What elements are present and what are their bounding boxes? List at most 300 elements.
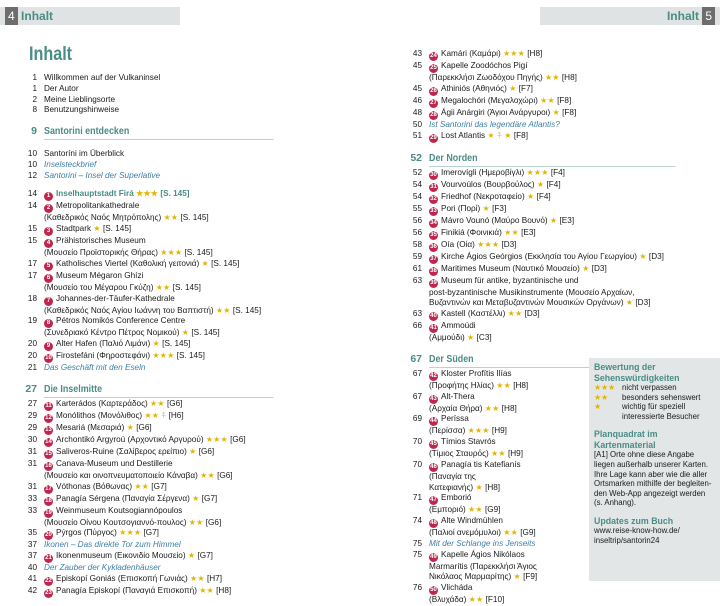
entry-text: 46 Panagía tis Katefianís xyxy=(430,459,521,470)
map-reference: [E3] xyxy=(559,215,575,225)
toc-entry[interactable] xyxy=(399,49,719,61)
sight-number-badge: 18 xyxy=(45,497,52,504)
page-number xyxy=(399,505,429,516)
page-number: 75 xyxy=(412,549,422,559)
entry-text: 5 Katholisches Viertel (Καθολική γειτονιά) ★ [S. 145] xyxy=(44,259,314,271)
section-heading xyxy=(14,382,314,398)
sight-number-badge: 14 xyxy=(45,438,52,445)
entry-text: Meine Lieblingsorte xyxy=(44,94,116,104)
page-number xyxy=(399,298,429,309)
toc-entry[interactable] xyxy=(14,171,314,182)
rating-stars: ★ xyxy=(524,191,537,201)
sight-number-badge: 42 xyxy=(430,372,437,379)
entry-text: (Καθεδρικός Ναός Μητρόπολης) ★★ [S. 145] xyxy=(44,213,209,223)
map-reference: [E3] xyxy=(521,227,536,237)
page-number xyxy=(14,328,44,339)
rating-stars: ★★ xyxy=(482,403,502,413)
map-reference: [H8] xyxy=(513,380,529,390)
toc-entry[interactable] xyxy=(399,204,719,216)
page-number: 10 xyxy=(27,159,37,169)
rating-stars: ★★★ xyxy=(157,248,185,257)
toc-entry[interactable] xyxy=(14,540,314,551)
legend-stars: ★★ xyxy=(594,392,608,402)
map-notes xyxy=(594,450,712,508)
page-number: 75 xyxy=(412,538,422,548)
entry-text: 19 Weinmuseum Koutsogiannópoulos xyxy=(45,505,183,516)
rating-stars: ★★★ xyxy=(500,49,528,58)
rating-stars: ★ xyxy=(623,298,636,308)
rating-stars: ★★ xyxy=(488,449,508,458)
entry-text: 9 Alter Hafen (Παλιό Λιμάνι) ★ [S. 145] xyxy=(44,339,314,351)
sight-number-badge: 41 xyxy=(430,325,437,331)
rating-stars: ★★★ xyxy=(133,189,161,199)
sight-number-badge: 1 xyxy=(44,192,53,201)
page-number: 33 xyxy=(27,505,37,515)
map-reference: [H8] xyxy=(485,482,501,492)
sight-number-badge: 17 xyxy=(45,485,52,492)
toc-entry[interactable] xyxy=(14,294,314,306)
entry-text: 13 Mesariá (Μεσαριά) ★ [G6] xyxy=(45,422,152,433)
toc-entry[interactable] xyxy=(14,201,314,213)
toc-entry[interactable] xyxy=(14,316,314,328)
page-number xyxy=(399,528,429,539)
entry-text: post-byzantinische Musikinstrumente (Μουσείο Αρχαίων, xyxy=(429,287,635,297)
entry-text: 21 Ikonenmuseum (Εικονιδίο Μουσείο) ★ [G7] xyxy=(45,551,213,561)
map-reference: [G7] xyxy=(201,493,218,503)
updates-url-2[interactable]: inseltrip/santorin24 xyxy=(594,536,660,546)
page-number: 17 xyxy=(27,270,37,280)
rating-stars: ★★ xyxy=(147,398,167,408)
map-note-text: Orte ohne diese Angabe xyxy=(610,450,695,460)
toc-entry[interactable] xyxy=(399,168,719,180)
toc-entry[interactable] xyxy=(399,61,719,73)
toc-entry[interactable] xyxy=(14,411,314,423)
rating-stars: ★ xyxy=(124,422,137,432)
page-number: 20 xyxy=(27,339,37,348)
toc-entry xyxy=(399,595,719,606)
header-tab-right xyxy=(540,7,720,25)
page-number: 56 xyxy=(412,227,422,237)
entry-text: 30 Imerovígli (Ημεροβίγλι) ★★★ [F4] xyxy=(430,167,565,178)
toc-entry[interactable] xyxy=(14,563,314,574)
toc-entry[interactable] xyxy=(399,96,719,108)
updates-url-1[interactable]: www.reise-know-how.de/ xyxy=(594,526,680,536)
toc-entry[interactable] xyxy=(14,528,314,540)
rating-stars: ★ xyxy=(186,446,199,456)
toc-entry[interactable] xyxy=(14,95,314,106)
entry-text: Mit der Schlange ins Jenseits xyxy=(429,538,536,548)
map-reference: [S. 145] xyxy=(211,258,240,268)
page-number: 14 xyxy=(27,189,37,199)
entry-text: Der Autor xyxy=(44,83,79,93)
rating-stars: ★ xyxy=(480,203,493,213)
map-reference: [G9] xyxy=(484,505,501,515)
map-reference: [G6] xyxy=(198,446,215,456)
toc-entry xyxy=(14,306,314,317)
map-note-line xyxy=(594,489,712,499)
sight-number-badge: 20 xyxy=(45,532,52,539)
toc-entry[interactable] xyxy=(14,160,314,171)
toc-entry[interactable] xyxy=(14,105,314,116)
sight-number-badge: 2 xyxy=(44,204,53,213)
toc-entry[interactable] xyxy=(14,551,314,563)
toc-entry[interactable] xyxy=(14,399,314,411)
toc-entry xyxy=(14,248,314,259)
rating-stars: ★★ xyxy=(197,470,218,480)
rating-stars: ★★★ xyxy=(524,167,551,177)
map-reference: [S. 145] xyxy=(162,339,191,348)
entry-text: Die Inselmitte xyxy=(44,382,274,398)
entry-text: Santorini entdecken xyxy=(44,124,274,140)
entry-text: Der Norden xyxy=(429,151,676,167)
entry-text: 14 Archontikó Argyroú (Αρχοντικό Αργυρού) ★★★ [G6] xyxy=(45,434,246,445)
entry-text: 18 Panagía Sérgena (Παναγία Σέργενα) ★ [G7] xyxy=(45,493,218,504)
entry-text: 8 Pétros Nomikós Conference Centre xyxy=(44,316,314,328)
toc-entry xyxy=(399,298,719,309)
page-number: 54 xyxy=(412,179,422,189)
toc-entry[interactable] xyxy=(399,192,719,204)
entry-text: (Περίσσα) ★★★ [H9] xyxy=(429,426,507,436)
page-number: 2 xyxy=(32,94,37,104)
page-number: 17 xyxy=(27,258,37,268)
page-number xyxy=(399,404,429,415)
sight-number-badge: 5 xyxy=(44,262,53,271)
entry-text: 16 Canava-Museum und Destillerie xyxy=(45,458,173,469)
toc-entry[interactable] xyxy=(14,435,314,447)
toc-entry xyxy=(399,288,719,299)
entry-text: (Αμμούδι) ★ [C3] xyxy=(429,333,492,342)
page-number: 29 xyxy=(27,410,37,420)
entry-text: (Παναγία της xyxy=(429,471,476,481)
page-number: 51 xyxy=(412,130,422,140)
map-reference: [H8] xyxy=(501,403,517,413)
rating-stars: ★★★ xyxy=(150,351,177,360)
spacer xyxy=(14,141,314,149)
entry-text: 43 Alt-Thera xyxy=(430,391,475,402)
page-number-left: 4 xyxy=(5,7,18,25)
spacer xyxy=(399,344,719,352)
map-reference: [S. 145] xyxy=(180,213,209,223)
rating-stars: ★ xyxy=(179,328,192,338)
entry-text: Der Süden xyxy=(429,352,676,368)
map-reference: [F10] xyxy=(485,595,505,604)
toc-entry[interactable] xyxy=(14,73,314,84)
map-reference: [F3] xyxy=(492,203,507,213)
toc-entry[interactable] xyxy=(14,84,314,95)
map-reference: [S. 145] xyxy=(102,224,132,233)
page-number: 54 xyxy=(412,191,422,201)
toc-entry[interactable] xyxy=(399,108,719,120)
map-note-line xyxy=(594,498,712,508)
page-number: 43 xyxy=(412,49,422,58)
entry-text: 29 Lost Atlantis ★ ⍏ ★ [F8] xyxy=(430,130,528,141)
toc-entry[interactable] xyxy=(14,447,314,459)
entry-text: 35 Finikiá (Φοινικιά) ★★ [E3] xyxy=(430,227,536,238)
sight-number-badge: 30 xyxy=(430,171,437,178)
page-number: 55 xyxy=(412,203,422,213)
page-number: 63 xyxy=(412,275,422,285)
entry-text: 28 Ágii Anárgiri (Άγιοι Ανάργυροι) ★ [F8] xyxy=(430,107,577,118)
legend-row xyxy=(594,412,712,422)
toc-entry[interactable] xyxy=(399,228,719,240)
rating-stars: ★★ xyxy=(465,505,485,515)
entry-text: (Τίμιος Σταυρός) ★★ [H9] xyxy=(429,449,524,458)
sight-number-badge: 6 xyxy=(44,274,53,283)
toc-entry xyxy=(14,213,314,224)
map-reference: [F4] xyxy=(546,179,561,189)
page-number xyxy=(399,426,429,437)
toc-entry[interactable] xyxy=(399,240,719,252)
sidebar-legend xyxy=(589,358,720,581)
page-number xyxy=(14,518,44,529)
toc-entry[interactable] xyxy=(14,339,314,351)
map-title: Planquadrat im Kartenmaterial xyxy=(594,429,658,450)
toc-entry xyxy=(14,283,314,294)
toc-entry[interactable] xyxy=(14,259,314,271)
toc-entry[interactable] xyxy=(399,180,719,192)
page-number: 46 xyxy=(412,95,422,105)
sight-number-badge: 13 xyxy=(45,426,52,433)
updates-title: Updates zum Buch xyxy=(594,515,674,526)
toc-entry[interactable] xyxy=(14,494,314,506)
page-number: 70 xyxy=(412,437,422,446)
page-number: 45 xyxy=(412,83,422,93)
entry-text: 1 Inselhauptstadt Firá ★★★ [S. 145] xyxy=(44,189,314,201)
map-reference: [G7] xyxy=(151,481,167,491)
entry-text: (Εμποριό) ★★ [G9] xyxy=(429,505,501,515)
sight-number-badge: 43 xyxy=(430,395,437,402)
legend-stars: ★ xyxy=(594,402,601,412)
page-number: 45 xyxy=(412,61,422,70)
toc-entry[interactable] xyxy=(14,506,314,518)
map-reference: [G6] xyxy=(217,470,233,480)
spacer xyxy=(14,116,314,124)
toc-entry[interactable] xyxy=(399,131,719,143)
page-number: 59 xyxy=(412,251,422,261)
entry-text: 3 Stadtpark ★ [S. 145] xyxy=(44,224,314,236)
map-reference: [H8] xyxy=(561,73,577,82)
rating-stars: ★★ xyxy=(186,517,206,527)
toc-entry[interactable] xyxy=(14,574,314,586)
sight-number-badge: 8 xyxy=(44,319,53,328)
page-number: 19 xyxy=(27,316,37,326)
entry-text: (Παρεκκλήσι Ζωοδόχου Πηγής) ★★ [H8] xyxy=(429,73,577,82)
toc-entry[interactable] xyxy=(14,482,314,494)
entry-text: 27 Megalochóri (Μεγαλοχώρι) ★★ [F8] xyxy=(430,95,572,106)
sight-number-badge: 38 xyxy=(430,267,437,274)
legend-stars: ★★★ xyxy=(594,383,615,392)
rating-stars: ★ xyxy=(189,493,202,503)
legend-text: besonders sehenswert xyxy=(622,392,701,402)
rating-stars: ★ xyxy=(637,251,649,261)
rating-stars: ★★ xyxy=(542,73,562,82)
rating-stars: ★★ xyxy=(213,305,233,315)
rating-stars: ★★ ⍏ xyxy=(142,410,169,420)
map-reference: [H9] xyxy=(491,426,507,436)
sight-number-badge: 40 xyxy=(430,313,437,319)
spacer xyxy=(14,374,314,382)
page-number: 56 xyxy=(412,215,422,225)
map-note-text: liegen außerhalb unserer Karten. xyxy=(594,459,708,469)
map-reference: [D3] xyxy=(648,251,664,261)
page-number: 35 xyxy=(27,528,37,538)
toc-entry[interactable] xyxy=(14,586,314,598)
toc-entry[interactable] xyxy=(399,264,719,276)
rating-stars: ★★★ xyxy=(465,426,492,436)
page-number: 48 xyxy=(412,107,422,117)
map-reference: [H7] xyxy=(206,573,222,583)
entry-text: (Παλιοί ανεμόμυλοι) ★★ [G9] xyxy=(429,528,536,537)
entry-text: 40 Kastell (Καστέλλι) ★★ [D3] xyxy=(430,309,540,319)
entry-text: Das Geschäft mit den Eseln xyxy=(44,363,146,372)
page-number: 61 xyxy=(412,263,422,273)
toc-entry[interactable] xyxy=(399,321,719,333)
page-number: 71 xyxy=(412,493,422,503)
entry-text: Βυζαντινών και Μεταβυζαντινών Μουσικών Οργάνων) ★ [D3] xyxy=(429,298,651,308)
page-number: 27 xyxy=(25,382,37,395)
page-number: 66 xyxy=(412,321,422,330)
entry-text: 20 Pýrgos (Πύργος) ★★★ [G7] xyxy=(45,528,159,539)
sight-number-badge: 46 xyxy=(430,463,437,470)
sight-number-badge: 19 xyxy=(45,509,52,516)
entry-text: Santorini – Insel der Superlative xyxy=(44,170,161,180)
map-reference: [H8] xyxy=(216,585,232,595)
spacer xyxy=(399,143,719,151)
sight-number-badge: 35 xyxy=(430,231,437,238)
header-label-left: Inhalt xyxy=(21,9,54,23)
toc-entry[interactable] xyxy=(399,309,719,321)
entry-text: 23 Panagía Episkopí (Παναγιά Επισκοπή) ★★ [H8] xyxy=(45,585,232,596)
toc-entry[interactable] xyxy=(14,363,314,374)
sight-number-badge: 49 xyxy=(430,553,437,560)
map-reference: [D3] xyxy=(591,263,607,273)
page-number: 69 xyxy=(412,414,422,424)
page-number: 41 xyxy=(27,573,37,583)
toc-entry[interactable] xyxy=(14,189,314,201)
map-note-line xyxy=(594,479,712,489)
legend-stars xyxy=(594,412,622,422)
rating-stars: ★★ xyxy=(153,282,173,292)
sight-number-badge: 27 xyxy=(430,99,437,106)
entry-text: (Μουσείο του Μέγαρου Γκύζη) ★★ [S. 145] xyxy=(44,282,201,292)
page-number xyxy=(399,381,429,392)
entry-text: 32 Friedhof (Νεκροταφείο) ★ [F4] xyxy=(430,191,551,202)
page-number xyxy=(399,572,429,583)
toc-entry[interactable] xyxy=(399,216,719,228)
page-number xyxy=(14,248,44,259)
page-number: 27 xyxy=(27,398,37,408)
toc-entry xyxy=(14,328,314,339)
page-number: 20 xyxy=(27,351,37,360)
sight-number-badge: 15 xyxy=(45,450,52,457)
rating-stars: ★ xyxy=(199,258,212,268)
sight-number-badge: 48 xyxy=(430,520,437,526)
sight-number-badge: 11 xyxy=(45,402,52,409)
entry-text: 25 Kapelle Zoodóchos Pigí xyxy=(430,61,528,71)
map-reference: [H9] xyxy=(507,449,524,458)
sight-number-badge: 4 xyxy=(44,239,53,248)
map-reference: [G7] xyxy=(197,551,213,560)
entry-text: 36 Oía (Οία) ★★★ [D3] xyxy=(430,239,517,250)
rating-stars: ★ xyxy=(185,551,198,560)
page-number xyxy=(399,333,429,344)
map-reference: [F8] xyxy=(557,95,572,105)
legend-row xyxy=(594,393,712,403)
page-number xyxy=(399,483,429,494)
header-label-right: Inhalt xyxy=(666,9,699,23)
toc-entry[interactable] xyxy=(14,271,314,283)
map-reference: [H8] xyxy=(527,49,543,58)
map-reference: [F7] xyxy=(518,83,533,93)
entry-text: Der Zauber der Kykladenhäuser xyxy=(44,563,161,572)
sight-number-badge: 31 xyxy=(430,183,437,190)
toc-entry[interactable] xyxy=(399,120,719,131)
entry-text: 38 Maritimes Museum (Ναυτικό Μουσείο) ★ [D3] xyxy=(430,263,607,274)
rating-stars: ★ xyxy=(550,107,563,117)
map-note-line xyxy=(594,470,712,480)
sight-number-badge: 47 xyxy=(430,497,437,504)
page-number: 42 xyxy=(27,585,37,595)
rating-stars: ★ xyxy=(473,482,486,492)
toc-entry[interactable] xyxy=(399,252,719,264)
rating-title-2: Sehenswürdigkeiten xyxy=(594,372,680,383)
toc-entry[interactable] xyxy=(14,459,314,471)
entry-text: 45 Tímios Stavrós xyxy=(430,437,496,447)
rating-stars: ★ xyxy=(150,339,163,348)
map-reference: [S. 145] xyxy=(232,305,262,315)
page-number xyxy=(399,472,429,483)
map-reference: [F4] xyxy=(536,191,551,201)
toc-entry[interactable] xyxy=(14,224,314,236)
toc-entry[interactable] xyxy=(399,84,719,96)
page-number: 31 xyxy=(27,446,37,456)
page-number: 12 xyxy=(27,170,37,180)
toc-entry[interactable] xyxy=(14,351,314,363)
toc-entry[interactable] xyxy=(399,583,719,595)
page-number: 52 xyxy=(412,167,422,177)
toc-entry[interactable] xyxy=(14,236,314,248)
sight-number-badge: 7 xyxy=(44,297,53,306)
entry-text: 2 Metropolitankathedrale xyxy=(44,201,314,213)
entry-text: 12 Monólithos (Μονόλιθος) ★★ ⍏ [H6] xyxy=(45,410,184,421)
entry-text: Willkommen auf der Vulkaninsel xyxy=(44,73,161,82)
entry-text: 15 Saliveros-Ruine (Σαλίβερος ερείπιο) ★ [G6] xyxy=(45,446,215,457)
rating-stars: ★★ xyxy=(161,213,181,223)
sight-number-badge: 25 xyxy=(430,65,437,71)
entry-text: 26 Athiniós (Αθηνιός) ★ [F7] xyxy=(430,83,533,94)
entry-text: 17 Vóthonas (Βόθωνας) ★★ [G7] xyxy=(45,481,167,492)
entry-text: (Συνεδριακό Κέντρο Πέτρος Νομικού) ★ [S. 145] xyxy=(44,328,220,338)
toc-entry xyxy=(399,333,719,344)
toc-entry[interactable] xyxy=(399,276,719,288)
map-reference: [H6] xyxy=(168,410,184,420)
map-reference: [S. 145] xyxy=(160,189,190,199)
entry-text: (Βλυχάδα) ★★ [F10] xyxy=(429,595,505,604)
toc-entry[interactable] xyxy=(14,423,314,435)
rating-stars: ★★ xyxy=(196,585,217,595)
map-reference: [G7] xyxy=(143,528,159,538)
page-number: 37 xyxy=(27,551,37,560)
sight-number-badge: 32 xyxy=(430,195,437,202)
toc-entry[interactable] xyxy=(14,149,314,160)
page-number: 8 xyxy=(32,105,37,115)
map-reference: [G6] xyxy=(230,434,246,444)
map-reference: [S. 145] xyxy=(176,351,205,360)
page-number: 40 xyxy=(27,563,37,572)
map-reference: [S. 145] xyxy=(184,248,213,257)
map-reference: [G6] xyxy=(166,398,183,408)
map-reference: [F8] xyxy=(513,130,528,140)
